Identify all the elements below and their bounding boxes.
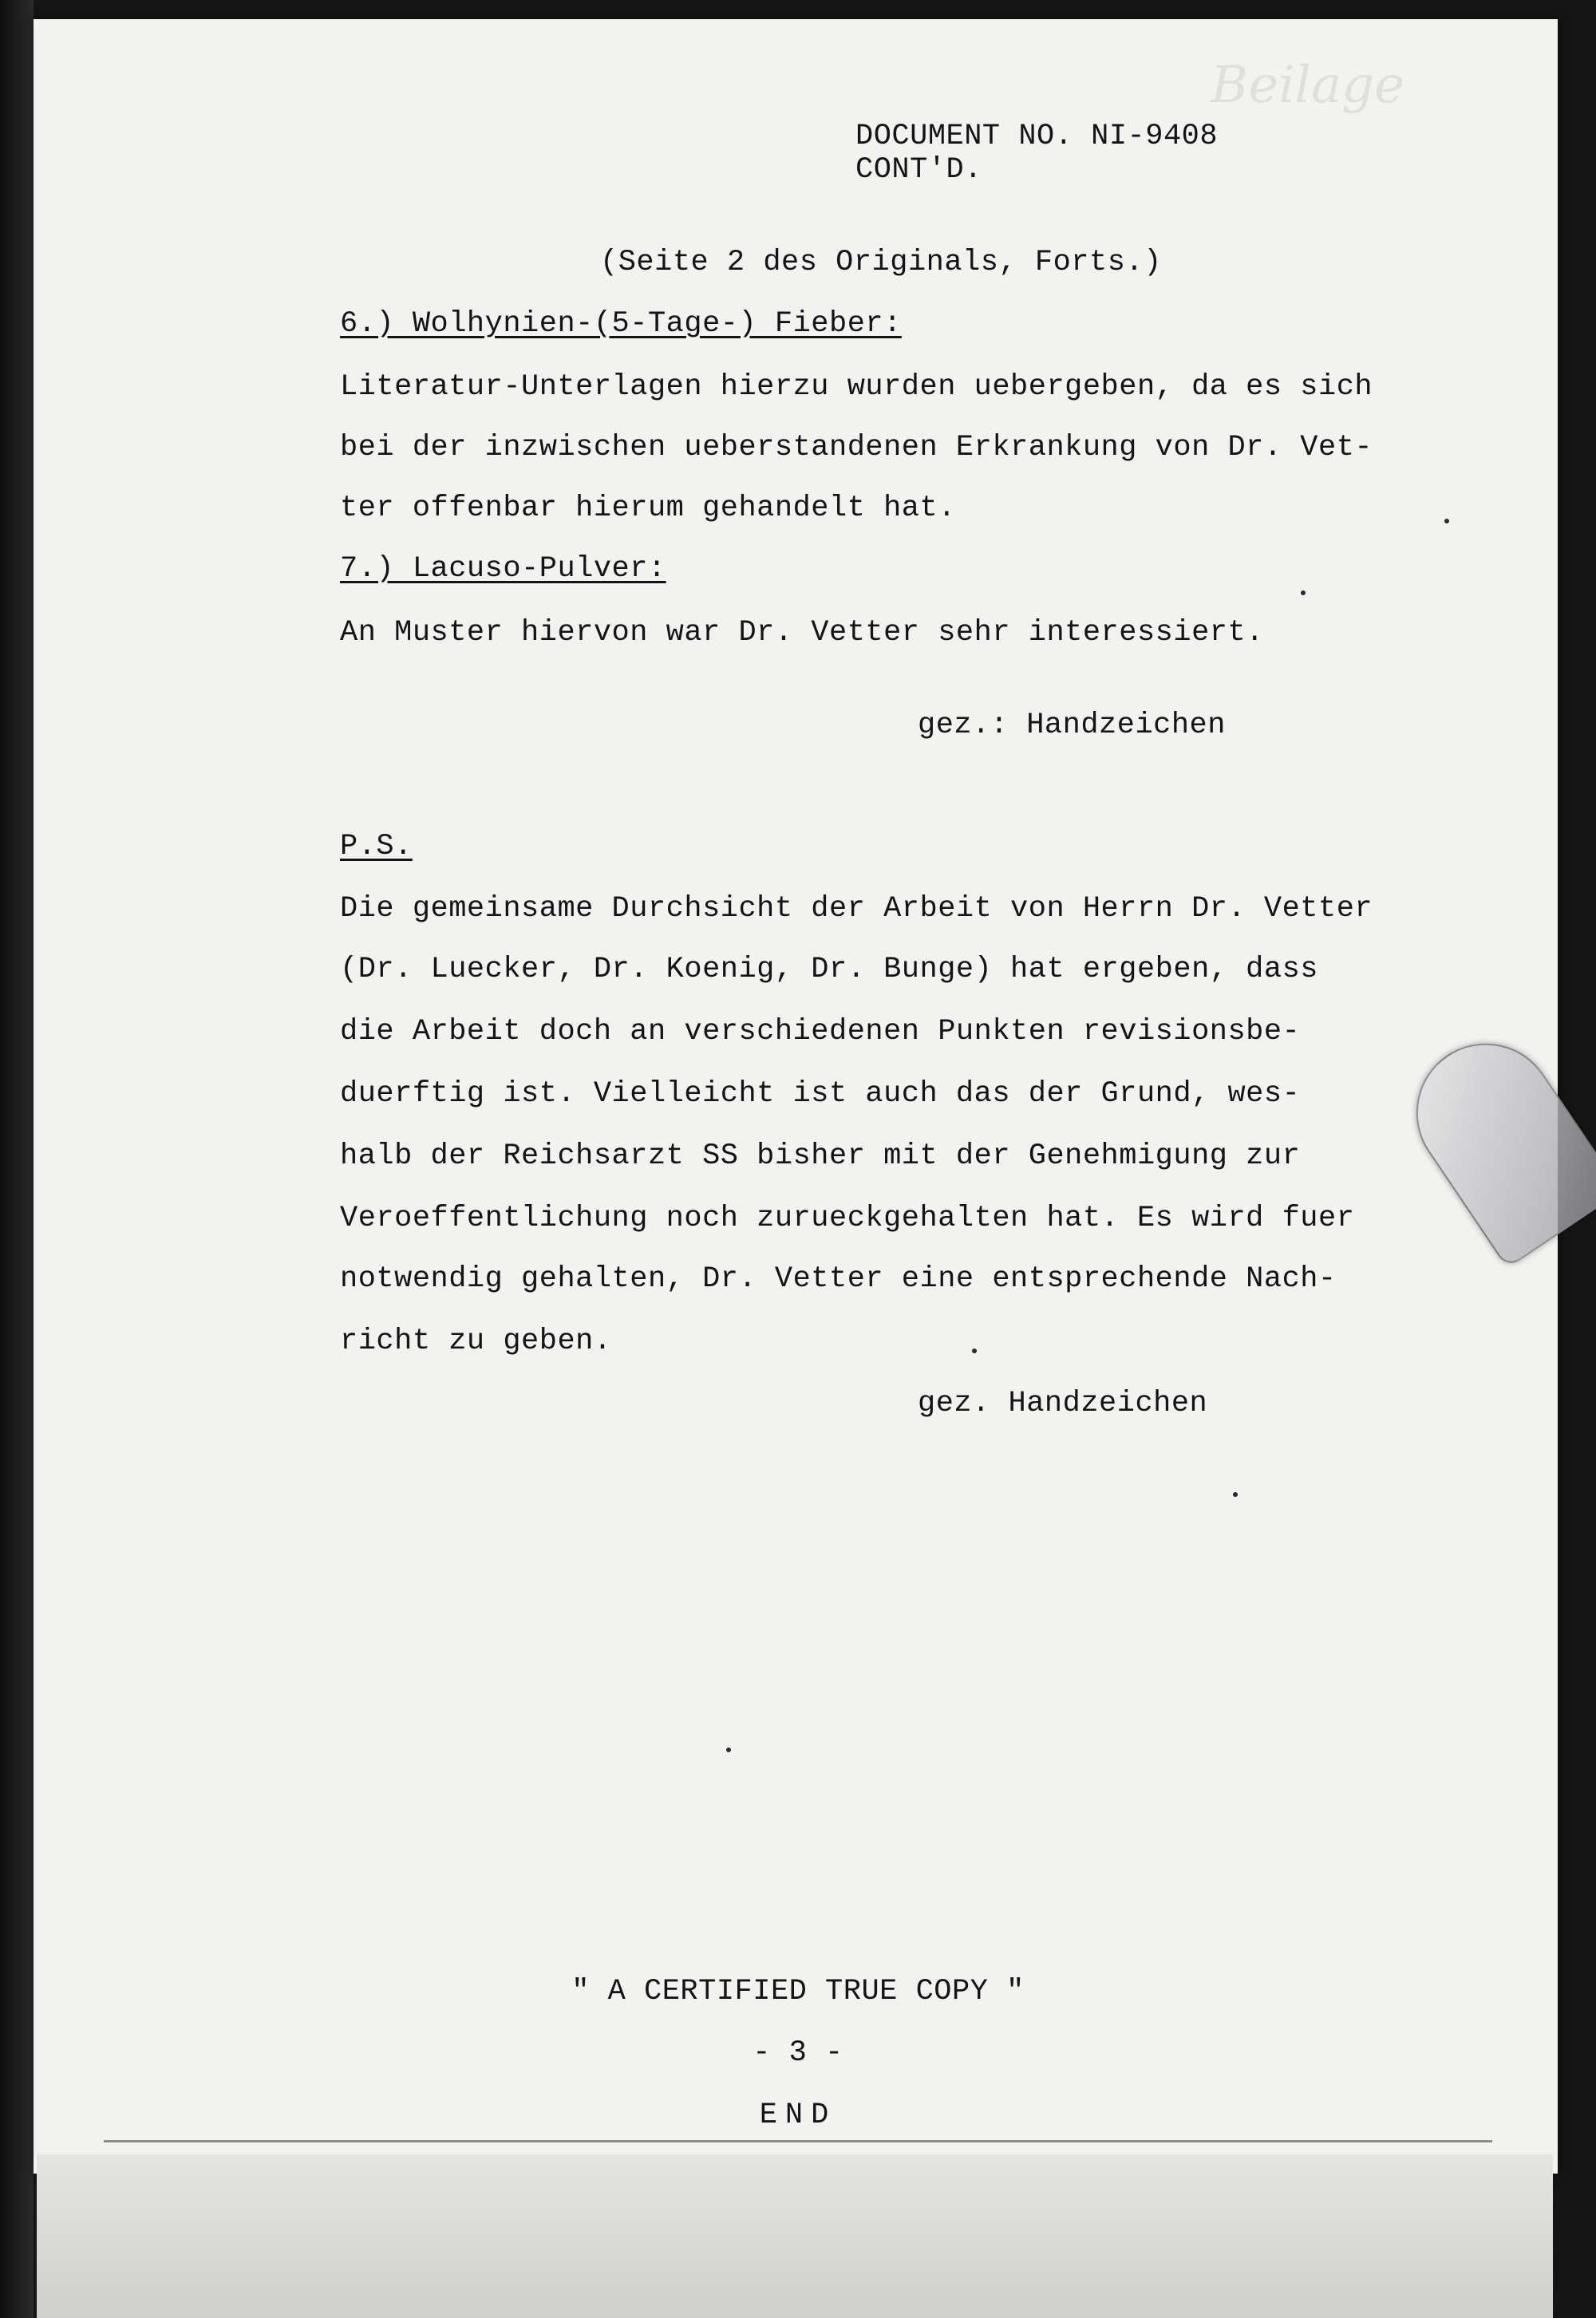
certification-stamp: " A CERTIFIED TRUE COPY " [571, 1975, 1025, 2008]
section-7-line: An Muster hiervon war Dr. Vetter sehr interessiert. [340, 616, 1264, 650]
ink-speck [726, 1747, 731, 1752]
signature-1: gez.: Handzeichen [918, 709, 1226, 742]
ink-speck [1301, 590, 1306, 595]
document-contd: CONT'D. [855, 153, 982, 187]
bottom-rule [104, 2140, 1492, 2142]
section-6-heading: 6.) Wolhynien-(5-Tage-) Fieber: [340, 307, 902, 341]
underlying-page-edge [37, 2154, 1553, 2318]
ps-line: richt zu geben. [340, 1325, 612, 1358]
ink-speck [972, 1349, 977, 1353]
scan-left-edge [0, 0, 34, 2318]
section-6-line: ter offenbar hierum gehandelt hat. [340, 492, 956, 525]
ink-speck [1233, 1492, 1238, 1497]
ps-line: Die gemeinsame Durchsicht der Arbeit von Herrn Dr. Vetter [340, 892, 1373, 926]
section-6-line: Literatur-Unterlagen hierzu wurden uebergeben, da es sich [340, 370, 1373, 404]
section-6-line: bei der inzwischen ueberstandenen Erkrankung von Dr. Vet- [340, 431, 1373, 464]
signature-2: gez. Handzeichen [918, 1387, 1208, 1420]
page-reference: (Seite 2 des Originals, Forts.) [600, 246, 1162, 279]
ps-line: notwendig gehalten, Dr. Vetter eine entsprechende Nach- [340, 1262, 1337, 1296]
ps-line: (Dr. Luecker, Dr. Koenig, Dr. Bunge) hat ergeben, dass [340, 953, 1318, 986]
ps-line: die Arbeit doch an verschiedenen Punkten revisionsbe- [340, 1015, 1301, 1048]
ink-speck [1444, 519, 1449, 523]
bleed-through-title: Beilage [1211, 56, 1404, 115]
page-number: - 3 - [753, 2036, 843, 2070]
ps-line: halb der Reichsarzt SS bisher mit der Genehmigung zur [340, 1139, 1301, 1173]
ps-heading: P.S. [340, 830, 413, 863]
end-mark: END [759, 2099, 837, 2132]
section-7-heading: 7.) Lacuso-Pulver: [340, 552, 666, 586]
ps-line: Veroeffentlichung noch zurueckgehalten hat. Es wird fuer [340, 1202, 1355, 1235]
ps-line: duerftig ist. Vielleicht ist auch das der Grund, wes- [340, 1077, 1301, 1111]
document-number: DOCUMENT NO. NI-9408 [855, 120, 1219, 153]
